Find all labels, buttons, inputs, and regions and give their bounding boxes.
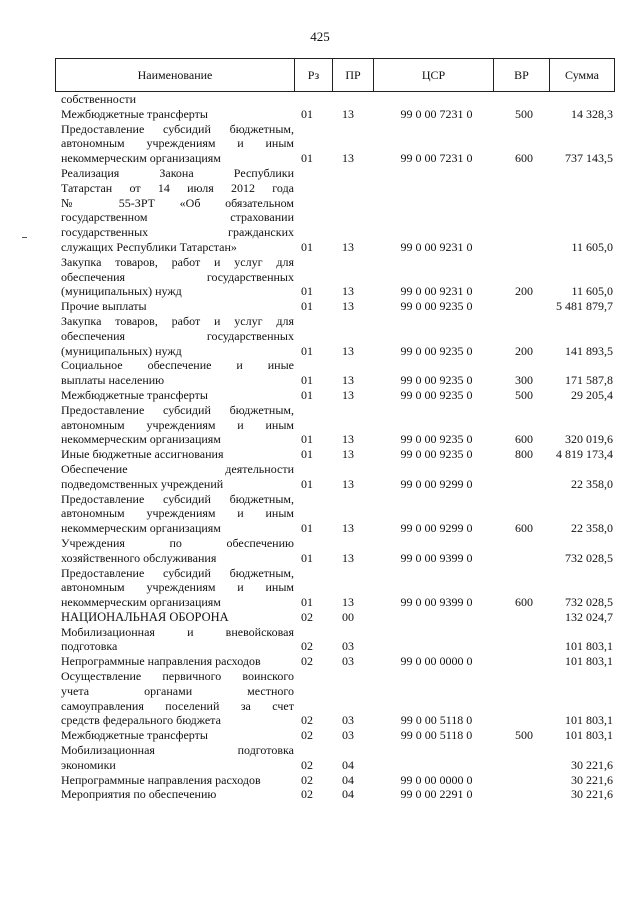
table-row	[55, 787, 615, 802]
row-name-line: Закупка товаров, работ и услуг для	[61, 254, 294, 269]
row-rz: 01	[301, 447, 313, 462]
table-row	[55, 610, 615, 625]
budget-table	[55, 58, 615, 802]
row-vr: 200	[515, 284, 533, 299]
row-sum: 101 803,1	[565, 639, 613, 654]
row-name-line: Непрограммные направления расходов	[61, 772, 261, 787]
table-row	[55, 462, 615, 492]
row-name	[61, 255, 294, 299]
row-name-line: Осуществление первичного воинского	[61, 669, 294, 684]
row-name-line: Непрограммные направления расходов	[61, 654, 261, 669]
row-rz: 02	[301, 772, 313, 787]
row-name	[61, 299, 294, 314]
table-row	[55, 492, 615, 536]
row-sum: 22 358,0	[571, 521, 613, 536]
row-name	[61, 388, 294, 403]
row-vr: 500	[515, 387, 533, 402]
row-csr: 99 0 00 9299 0	[400, 476, 473, 491]
table-row	[55, 669, 615, 728]
row-pr: 13	[342, 299, 354, 314]
row-sum: 320 019,6	[565, 432, 613, 447]
row-name	[61, 743, 294, 773]
row-name	[61, 566, 294, 610]
row-sum: 30 221,6	[571, 757, 613, 772]
row-pr: 04	[342, 772, 354, 787]
row-name-line: Учреждения по обеспечению	[61, 535, 294, 550]
row-vr: 600	[515, 595, 533, 610]
row-name	[61, 314, 294, 358]
row-name	[61, 122, 294, 166]
table-row	[55, 654, 615, 669]
row-vr: 600	[515, 521, 533, 536]
row-rz: 02	[301, 713, 313, 728]
row-vr: 500	[515, 106, 533, 121]
row-name-line: собственности	[61, 92, 137, 106]
row-sum: 30 221,6	[571, 787, 613, 802]
row-pr: 13	[342, 373, 354, 388]
row-name-line: Предоставление субсидий бюджетным,	[61, 402, 294, 417]
row-csr: 99 0 00 5118 0	[400, 728, 473, 743]
row-name-line: Предоставление субсидий бюджетным,	[61, 121, 294, 136]
row-name-line: автономным учреждениям и иным	[61, 506, 294, 521]
row-sum: 4 819 173,4	[556, 447, 613, 462]
row-name	[61, 625, 294, 655]
row-name	[61, 728, 294, 743]
row-sum: 737 143,5	[565, 151, 613, 166]
row-pr: 04	[342, 757, 354, 772]
row-name	[61, 536, 294, 566]
row-name-line: Предоставление субсидий бюджетным,	[61, 491, 294, 506]
row-csr: 99 0 00 9299 0	[400, 521, 473, 536]
row-sum: 141 893,5	[565, 343, 613, 358]
row-pr: 13	[342, 284, 354, 299]
row-pr: 13	[342, 343, 354, 358]
row-pr: 03	[342, 654, 354, 669]
row-name	[61, 403, 294, 447]
row-name-line: Татарстан от 14 июля 2012 года	[61, 180, 294, 195]
row-name	[61, 462, 294, 492]
table-row	[55, 314, 615, 358]
row-csr: 99 0 00 0000 0	[400, 654, 473, 669]
row-pr: 03	[342, 639, 354, 654]
row-name-line: некоммерческим организациям	[61, 151, 221, 166]
row-rz: 02	[301, 639, 313, 654]
row-name-line: учета органами местного	[61, 683, 294, 698]
row-pr: 13	[342, 239, 354, 254]
header-csr: ЦСР	[421, 67, 446, 82]
row-pr: 04	[342, 787, 354, 802]
row-name	[61, 166, 294, 255]
row-name-line: хозяйственного обслуживания	[61, 550, 217, 565]
row-name-line: некоммерческим организациям	[61, 595, 221, 610]
row-vr: 800	[515, 447, 533, 462]
row-vr: 500	[515, 728, 533, 743]
row-name-line: автономным учреждениям и иным	[61, 580, 294, 595]
row-name-line: Межбюджетные трансферты	[61, 387, 208, 402]
row-name-line: Межбюджетные трансферты	[61, 728, 208, 743]
table-row	[55, 536, 615, 566]
row-name-line: автономным учреждениям и иным	[61, 136, 294, 151]
row-name	[61, 610, 294, 625]
row-csr: 99 0 00 9235 0	[400, 373, 473, 388]
row-pr: 13	[342, 151, 354, 166]
row-name-line: обеспечения государственных	[61, 269, 294, 284]
row-sum: 22 358,0	[571, 476, 613, 491]
row-csr: 99 0 00 7231 0	[400, 106, 473, 121]
row-csr: 99 0 00 9235 0	[400, 447, 473, 462]
row-name-line: Мобилизационная и вневойсковая	[61, 624, 294, 639]
row-csr: 99 0 00 9235 0	[400, 387, 473, 402]
row-sum: 5 481 879,7	[556, 299, 613, 314]
row-rz: 02	[301, 609, 313, 624]
row-rz: 01	[301, 239, 313, 254]
row-sum: 101 803,1	[565, 654, 613, 669]
row-rz: 01	[301, 476, 313, 491]
table-body	[55, 92, 615, 802]
row-name-line: подведомственных учреждений	[61, 476, 224, 491]
row-name-line: выплаты населению	[61, 373, 165, 388]
row-name-line: Прочие выплаты	[61, 299, 147, 314]
row-name	[61, 447, 294, 462]
row-csr: 99 0 00 2291 0	[400, 787, 473, 802]
row-name-line: автономным учреждениям и иным	[61, 417, 294, 432]
row-name-line: государственных гражданских	[61, 225, 294, 240]
row-sum: 732 028,5	[565, 550, 613, 565]
row-pr: 13	[342, 476, 354, 491]
row-name-line: Межбюджетные трансферты	[61, 106, 208, 121]
row-sum: 29 205,4	[571, 387, 613, 402]
table-row	[55, 358, 615, 388]
row-pr: 03	[342, 713, 354, 728]
row-rz: 01	[301, 343, 313, 358]
row-rz: 01	[301, 387, 313, 402]
row-name-line: Социальное обеспечение и иные	[61, 358, 294, 373]
row-csr: 99 0 00 9235 0	[400, 343, 473, 358]
row-csr: 99 0 00 7231 0	[400, 151, 473, 166]
row-rz: 01	[301, 521, 313, 536]
row-vr: 200	[515, 343, 533, 358]
row-rz: 01	[301, 299, 313, 314]
table-header	[55, 58, 615, 92]
row-sum: 14 328,3	[571, 106, 613, 121]
row-name-line: (муниципальных) нужд	[61, 343, 182, 358]
row-rz: 01	[301, 151, 313, 166]
table-row	[55, 625, 615, 655]
row-name-line: Обеспечение деятельности	[61, 461, 294, 476]
table-row	[55, 166, 615, 255]
row-name-line: самоуправления поселений за счет	[61, 698, 294, 713]
row-sum: 101 803,1	[565, 713, 613, 728]
row-name	[61, 669, 294, 728]
row-rz: 01	[301, 373, 313, 388]
table-row	[55, 255, 615, 299]
row-rz: 02	[301, 787, 313, 802]
row-sum: 11 605,0	[571, 239, 613, 254]
table-row	[55, 447, 615, 462]
row-name-line: подготовка	[61, 639, 118, 654]
row-rz: 01	[301, 432, 313, 447]
row-pr: 13	[342, 432, 354, 447]
row-csr: 99 0 00 5118 0	[400, 713, 473, 728]
table-row	[55, 299, 615, 314]
header-name: Наименование	[137, 67, 213, 82]
row-pr: 13	[342, 387, 354, 402]
row-name-line: № 55-ЗРТ «Об обязательном	[61, 195, 294, 210]
table-row	[55, 92, 615, 107]
row-name-line: Мероприятия по обеспечению	[61, 787, 217, 802]
header-sum: Сумма	[565, 67, 599, 82]
row-rz: 02	[301, 728, 313, 743]
row-pr: 13	[342, 447, 354, 462]
row-name	[61, 654, 294, 669]
margin-mark	[22, 237, 27, 238]
row-vr: 600	[515, 432, 533, 447]
table-row	[55, 728, 615, 743]
row-sum: 171 587,8	[565, 373, 613, 388]
row-name-line: обеспечения государственных	[61, 328, 294, 343]
row-rz: 01	[301, 284, 313, 299]
row-name	[61, 358, 294, 388]
row-pr: 13	[342, 521, 354, 536]
row-sum: 11 605,0	[571, 284, 613, 299]
row-sum: 132 024,7	[565, 609, 613, 624]
row-vr: 600	[515, 151, 533, 166]
row-csr: 99 0 00 9231 0	[400, 239, 473, 254]
row-name-line: Реализация Закона Республики	[61, 165, 294, 180]
row-sum: 101 803,1	[565, 728, 613, 743]
table-row	[55, 566, 615, 610]
row-name-line: НАЦИОНАЛЬНАЯ ОБОРОНА	[61, 609, 229, 624]
row-pr: 13	[342, 106, 354, 121]
row-csr: 99 0 00 9235 0	[400, 299, 473, 314]
table-row	[55, 743, 615, 773]
row-rz: 02	[301, 757, 313, 772]
header-rz: Рз	[307, 67, 320, 82]
row-sum: 30 221,6	[571, 772, 613, 787]
row-name	[61, 492, 294, 536]
row-name	[61, 787, 294, 802]
row-pr: 03	[342, 728, 354, 743]
row-rz: 01	[301, 595, 313, 610]
row-name-line: Иные бюджетные ассигнования	[61, 447, 224, 462]
row-name-line: средств федерального бюджета	[61, 713, 221, 728]
row-csr: 99 0 00 9399 0	[400, 550, 473, 565]
row-pr: 00	[342, 609, 354, 624]
table-row	[55, 403, 615, 447]
row-name	[61, 92, 294, 107]
row-name-line: Мобилизационная подготовка	[61, 743, 294, 758]
row-csr: 99 0 00 9231 0	[400, 284, 473, 299]
row-csr: 99 0 00 9399 0	[400, 595, 473, 610]
row-name-line: Предоставление субсидий бюджетным,	[61, 565, 294, 580]
row-vr: 300	[515, 373, 533, 388]
row-name-line: Закупка товаров, работ и услуг для	[61, 313, 294, 328]
row-name-line: некоммерческим организациям	[61, 432, 221, 447]
table-row	[55, 773, 615, 788]
row-name-line: государственном страховании	[61, 210, 294, 225]
row-sum: 732 028,5	[565, 595, 613, 610]
row-pr: 13	[342, 550, 354, 565]
table-row	[55, 107, 615, 122]
row-name-line: некоммерческим организациям	[61, 521, 221, 536]
row-csr: 99 0 00 0000 0	[400, 772, 473, 787]
row-rz: 01	[301, 550, 313, 565]
table-row	[55, 388, 615, 403]
row-rz: 02	[301, 654, 313, 669]
row-csr: 99 0 00 9235 0	[400, 432, 473, 447]
row-name-line: (муниципальных) нужд	[61, 284, 182, 299]
header-pr: ПР	[345, 67, 361, 82]
row-name-line: служащих Республики Татарстан»	[61, 239, 237, 254]
row-pr: 13	[342, 595, 354, 610]
table-row	[55, 122, 615, 166]
row-name	[61, 773, 294, 788]
page-number: 425	[310, 29, 330, 44]
row-name	[61, 107, 294, 122]
row-name-line: экономики	[61, 757, 116, 772]
row-rz: 01	[301, 106, 313, 121]
header-vr: ВР	[514, 67, 529, 82]
